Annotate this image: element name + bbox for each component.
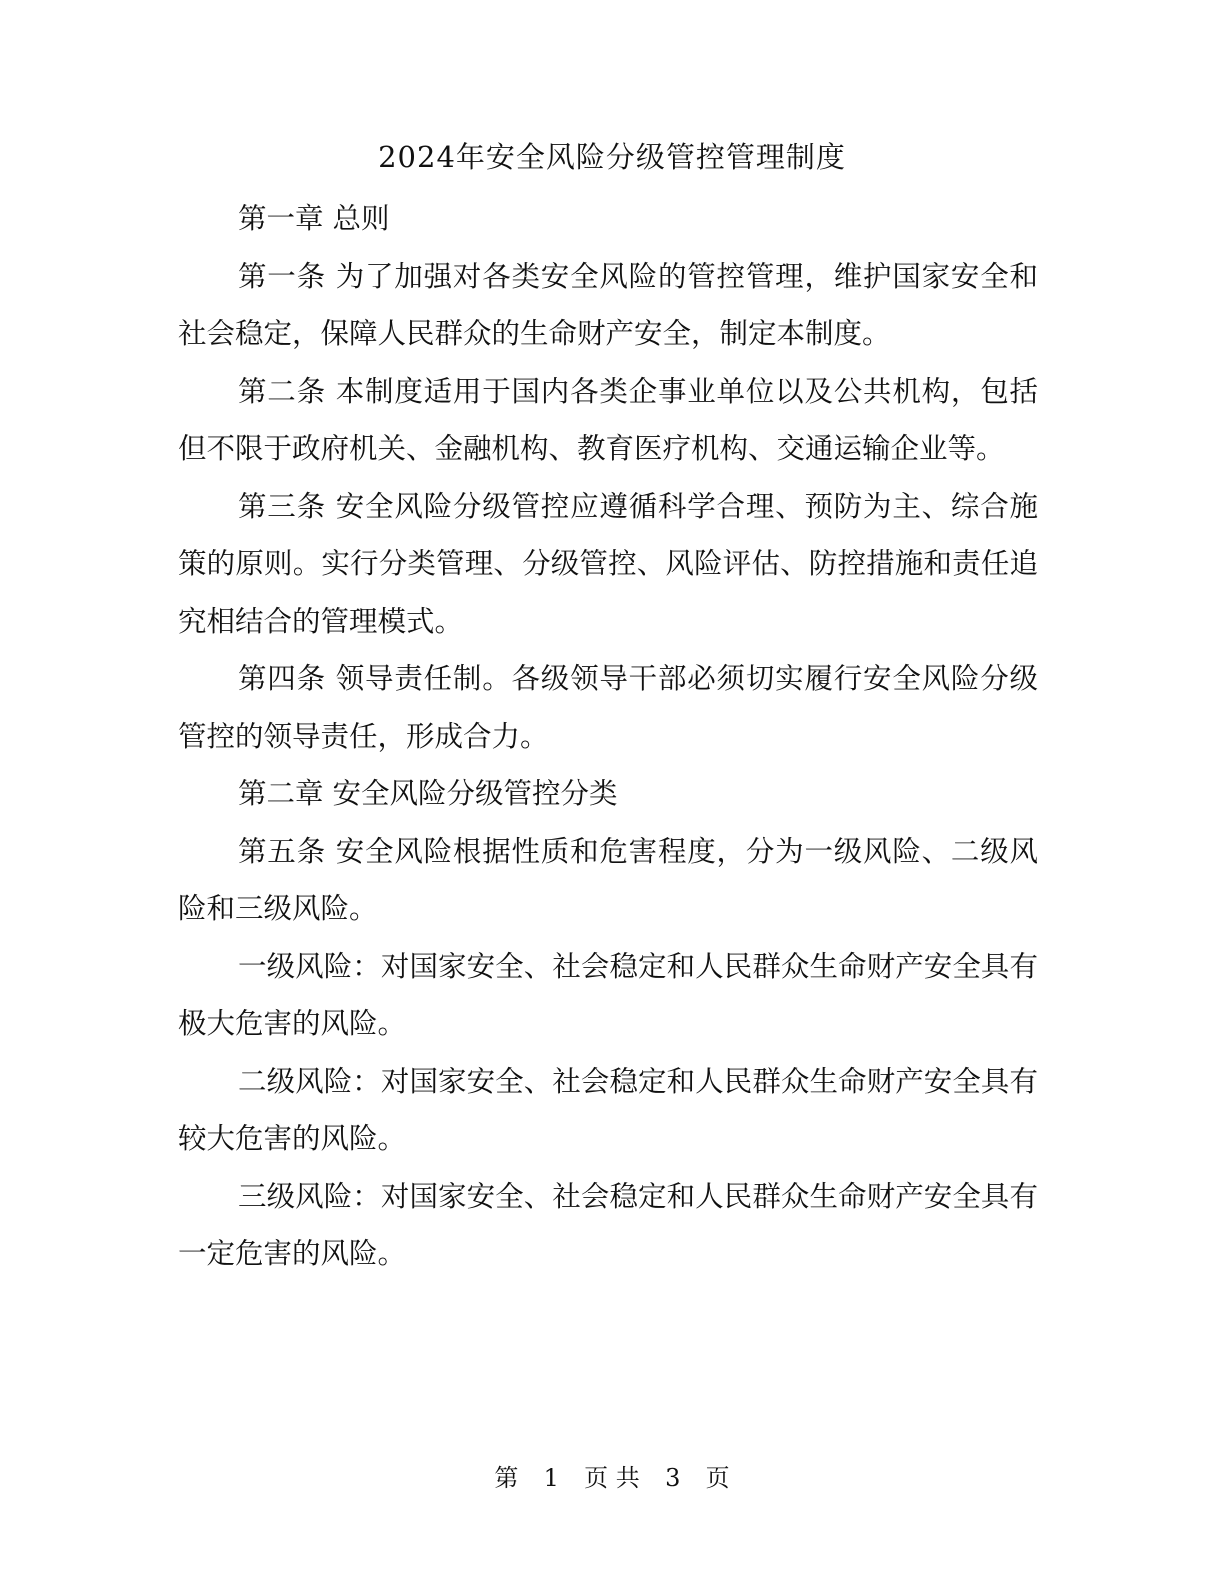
risk-level-paragraph: 三级风险：对国家安全、社会稳定和人民群众生命财产安全具有一定危害的风险。 [178, 1179, 1038, 1270]
page-number: 1 [543, 1464, 559, 1492]
page-mid-text: 页 共 [584, 1464, 640, 1492]
page-suffix: 页 [705, 1464, 730, 1492]
risk-level-paragraph: 二级风险：对国家安全、社会稳定和人民群众生命财产安全具有较大危害的风险。 [178, 1064, 1038, 1155]
chapter-heading: 第二章 安全风险分级管控分类 [238, 777, 618, 810]
article-paragraph: 第二条 本制度适用于国内各类企事业单位以及公共机构，包括但不限于政府机关、金融机构、教育医疗机构、交通运输企业等。 [178, 374, 1038, 465]
chapter-heading: 第一章 总则 [238, 202, 390, 235]
document-title: 2024年安全风险分级管控管理制度 [378, 140, 846, 174]
article-paragraph: 第四条 领导责任制。各级领导干部必须切实履行安全风险分级管控的领导责任，形成合力。 [178, 662, 1038, 753]
page-footer [0, 1458, 1224, 1498]
page-total: 3 [665, 1464, 681, 1492]
document-body [178, 190, 1038, 1283]
article-paragraph: 第五条 安全风险根据性质和危害程度，分为一级风险、二级风险和三级风险。 [178, 834, 1038, 925]
article-paragraph: 第三条 安全风险分级管控应遵循科学合理、预防为主、综合施策的原则。实行分类管理、分级管控、风险评估、防控措施和责任追究相结合的管理模式。 [178, 489, 1038, 638]
risk-level-paragraph: 一级风险：对国家安全、社会稳定和人民群众生命财产安全具有极大危害的风险。 [178, 949, 1038, 1040]
page-prefix: 第 [494, 1464, 519, 1492]
article-paragraph: 第一条 为了加强对各类安全风险的管控管理，维护国家安全和社会稳定，保障人民群众的生命财产安全，制定本制度。 [178, 259, 1038, 350]
